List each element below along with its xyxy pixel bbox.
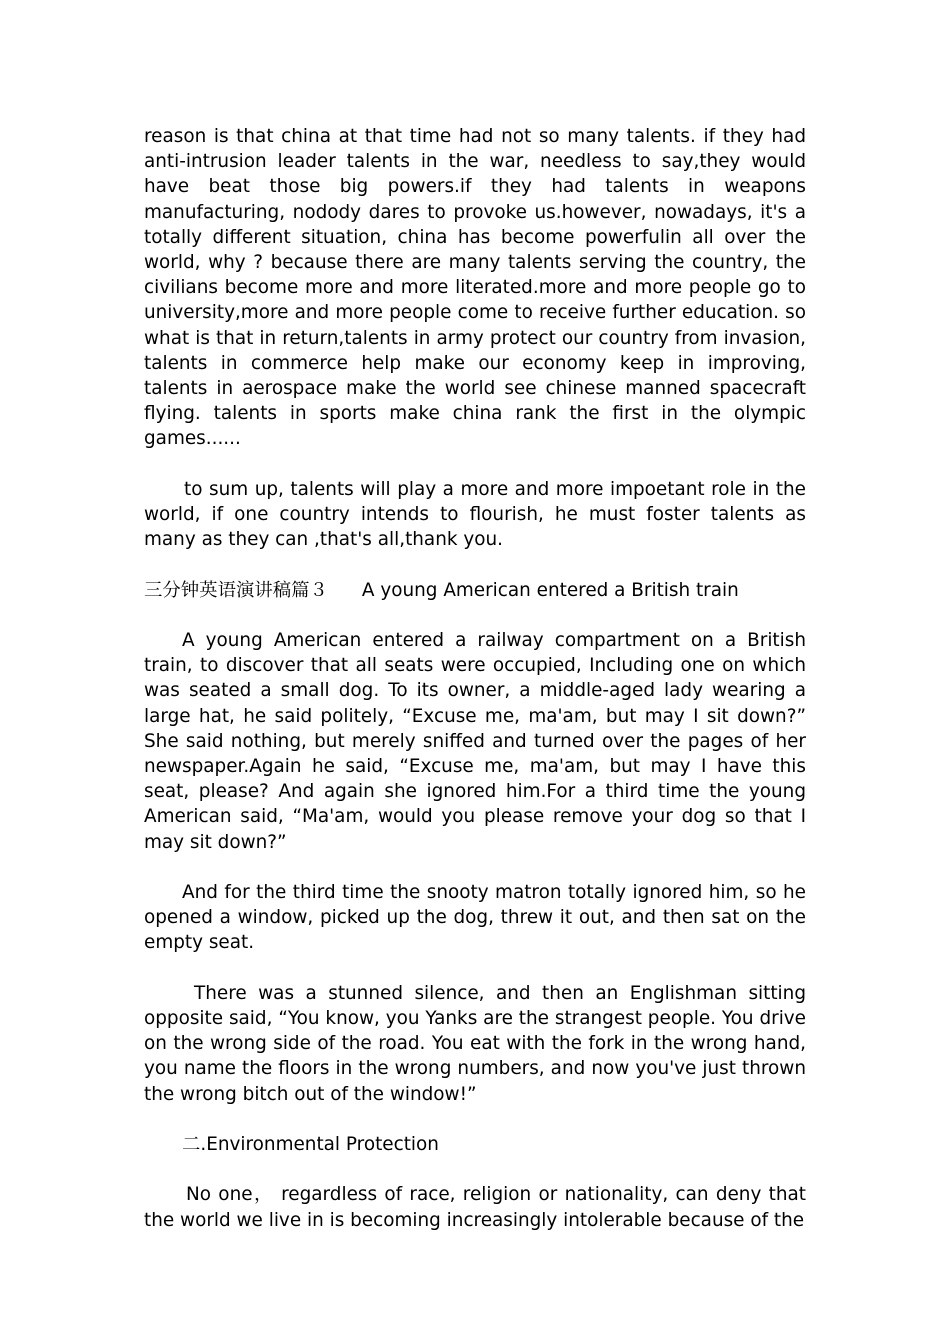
section-heading: [144, 578, 806, 603]
paragraph-story-2: And for the third time the snooty matron totally ignored him, so he opened a window, picked up the dog, threw it out, and then sat on the empty seat.: [144, 882, 806, 954]
section-title: A young American entered a British train: [361, 579, 739, 601]
paragraph-talents: reason is that china at that time had not so many talents. if they had anti-intrusion leader talents in the war, needless to say,they would have beat those big powers.if they had talents in weapons manufacturing, nodody dares to provoke us.however, nowadays, it's a totally different situation, china has become powerfulin all over the world, why ? because there are many talents serving the country, the civilians become more and more literated.more and more people go to university,more and more people come to receive further education. so what is that in return,talents in army protect our country from invasion, talents in commerce help make our economy keep in improving, talents in aerospace make the world see chinese manned spacecraft flying. talents in sports make china rank the first in the olympic games......: [144, 126, 806, 450]
section-label: 三分钟英语演讲稿篇３: [144, 579, 328, 601]
paragraph-conclusion: to sum up, talents will play a more and more impoetant role in the world, if one country intends to flourish, he must foster talents as many as they can ,that's all,thank you.: [144, 478, 806, 551]
paragraph-story-1: A young American entered a railway compartment on a British train, to discover that all seats were occupied, Including one on which was seated a small dog. To its owner, a middle-aged lady wearing a large hat, he said politely, “Excuse me, ma'am, but may I sit down?” She said nothing, but merely sniffed and turned over the pages of her newspaper.Again he said, “Excuse me, ma'am, but may I have this seat, please? And again she ignored him.For a third time the young American said, “Ma'am, would you please remove your dog so that I may sit down?”: [144, 630, 806, 853]
environment-heading: 二.Environmental Protection: [182, 1134, 439, 1156]
paragraph-story-3: There was a stunned silence, and then an Englishman sitting opposite said, “You know, you Yanks are the strangest people. You drive on the wrong side of the road. You eat with the fork in the wrong hand, you name the floors in the wrong numbers, and now you've just thrown the wrong bitch out of the window!”: [144, 982, 806, 1105]
paragraph-environment: No one， regardless of race, religion or nationality, can deny that the world we live in is becoming increasingly intolerable because of the: [144, 1184, 806, 1231]
document-body: [144, 124, 806, 1258]
